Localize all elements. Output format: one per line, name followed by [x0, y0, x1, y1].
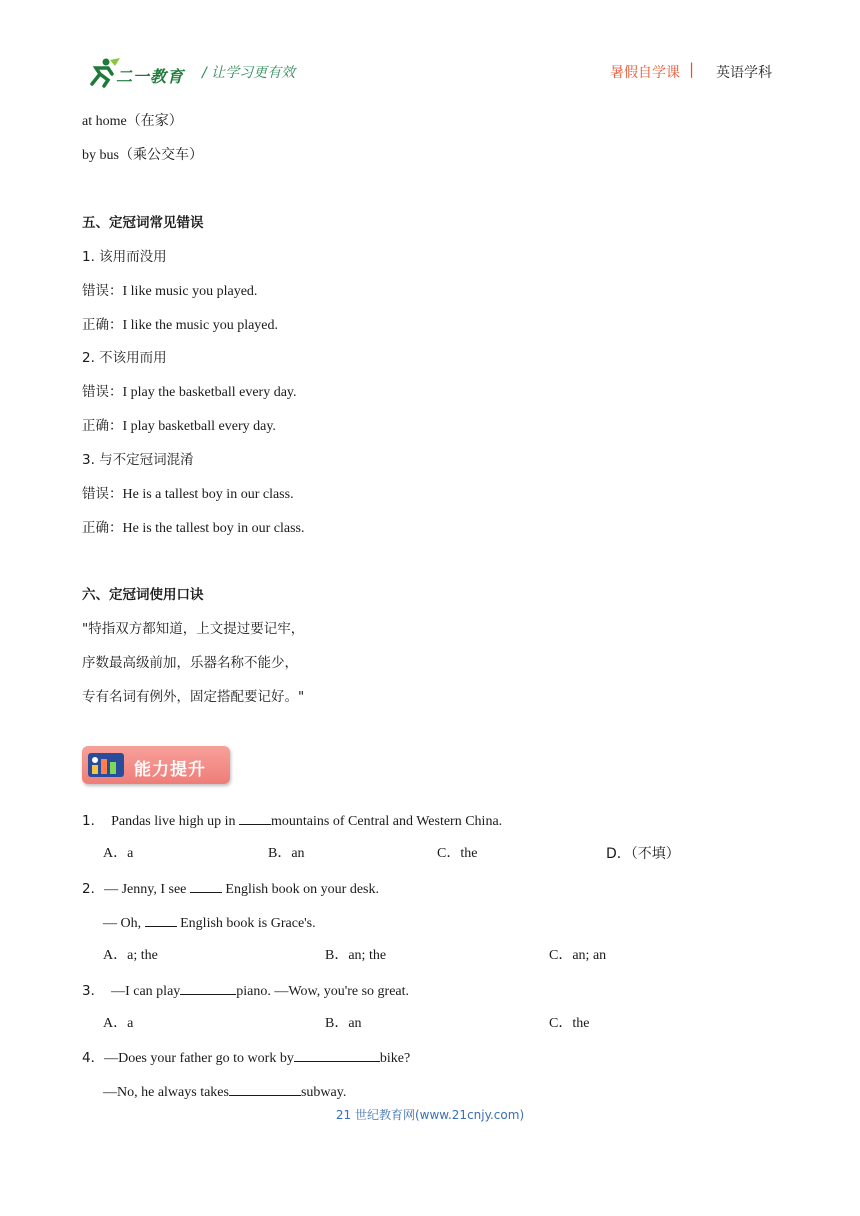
right-label: 正确： — [82, 418, 123, 434]
rhyme-line: 序数最高级前加，乐器名称不能少， — [82, 655, 298, 671]
rhyme-line: "特指双方都知道，上文提过要记牢， — [82, 621, 305, 637]
badge-label: 能力提升 — [134, 760, 206, 780]
question-number: 3． — [82, 983, 105, 999]
question-text: —I can play — [111, 984, 181, 999]
question-4-reply — [103, 1082, 346, 1102]
option-b: B．an — [268, 846, 305, 861]
question-3 — [82, 981, 409, 1001]
wrong-label: 错误： — [82, 384, 123, 400]
option-b: B．an; the — [325, 948, 387, 963]
question-text: mountains of Central and Western China. — [271, 814, 503, 829]
item-heading: 2. 不该用而用 — [82, 350, 167, 366]
option-a: A．a — [103, 846, 134, 861]
right-sentence: I play basketball every day. — [122, 419, 276, 434]
question-text: English book on your desk. — [221, 882, 379, 897]
course-label: 暑假自学课 — [610, 65, 680, 81]
right-example — [82, 417, 276, 436]
right-sentence: He is the tallest boy in our class. — [122, 521, 305, 536]
answer-blank — [190, 879, 222, 893]
item-heading: 1. 该用而没用 — [82, 249, 167, 265]
question-4 — [82, 1048, 410, 1068]
right-example — [82, 316, 278, 335]
answer-blank — [294, 1048, 380, 1062]
wrong-label: 错误： — [82, 486, 123, 502]
question-text: English book is Grace's. — [176, 916, 316, 931]
answer-blank — [180, 981, 236, 995]
header-separator: | — [688, 60, 694, 78]
wrong-label: 错误： — [82, 283, 123, 299]
answer-blank — [229, 1082, 301, 1096]
answer-blank — [239, 811, 271, 825]
question-2-reply — [103, 913, 316, 933]
answer-blank — [145, 913, 177, 927]
question-text: bike? — [379, 1051, 411, 1066]
wrong-sentence: He is a tallest boy in our class. — [122, 487, 294, 502]
page-footer: 21 世纪教育网(www.21cnjy.com) — [335, 1108, 525, 1122]
right-sentence: I like the music you played. — [122, 318, 279, 333]
question-text: — Jenny, I see — [104, 882, 190, 897]
question-text: —No, he always takes — [103, 1085, 229, 1100]
right-label: 正确： — [82, 317, 123, 333]
option-c: C．the — [437, 846, 478, 861]
option-a: A．a; the — [103, 948, 158, 963]
text-line: by bus（乘公交车） — [82, 148, 203, 163]
wrong-sentence: I like music you played. — [122, 284, 258, 299]
right-label: 正确： — [82, 520, 123, 536]
option-d: D．（不填） — [606, 846, 680, 862]
item-heading: 3. 与不定冠词混淆 — [82, 452, 194, 468]
subject-label: 英语学科 — [716, 65, 772, 81]
question-text: — Oh, — [103, 916, 145, 931]
section-title: 六、定冠词使用口诀 — [82, 587, 204, 603]
wrong-example — [82, 383, 297, 402]
question-text: —Does your father go to work by — [104, 1051, 294, 1066]
option-c: C．the — [549, 1016, 590, 1031]
logo — [82, 56, 194, 88]
section-title: 五、定冠词常见错误 — [82, 215, 204, 231]
right-example — [82, 519, 304, 538]
ability-icon — [88, 753, 124, 777]
option-a: A．a — [103, 1016, 134, 1031]
question-number: 1． — [82, 813, 105, 829]
option-b: B．an — [325, 1016, 362, 1031]
ability-badge — [82, 746, 232, 786]
question-text: subway. — [300, 1085, 347, 1100]
question-text: piano. —Wow, you're so great. — [236, 984, 410, 999]
wrong-sentence: I play the basketball every day. — [122, 385, 297, 400]
logo-text: 二一教育 — [116, 67, 185, 86]
question-text: Pandas live high up in — [111, 814, 240, 829]
slogan: / 让学习更有效 — [202, 65, 296, 81]
text-line: at home（在家） — [82, 114, 183, 129]
wrong-example — [82, 282, 257, 301]
page-header — [82, 54, 772, 94]
option-c: C．an; an — [549, 948, 607, 963]
question-number: 4． — [82, 1050, 105, 1066]
question-2 — [82, 879, 379, 899]
question-1 — [82, 811, 502, 831]
wrong-example — [82, 485, 294, 504]
question-number: 2． — [82, 881, 105, 897]
rhyme-line: 专有名词有例外，固定搭配要记好。" — [82, 689, 305, 705]
